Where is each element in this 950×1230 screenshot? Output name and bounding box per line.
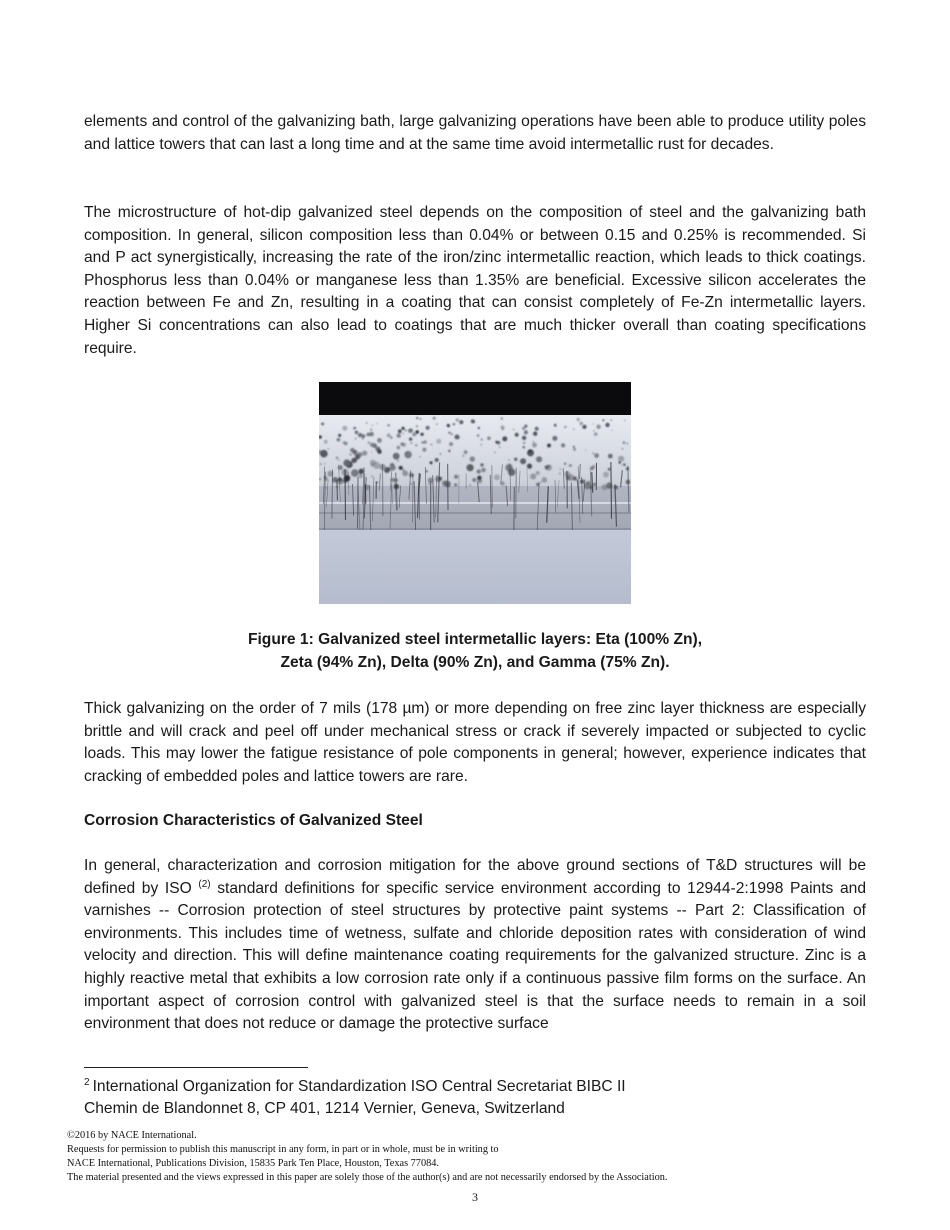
pore-speck [324,463,325,464]
footnote-text-line1: International Organization for Standardization ISO Central Secretariat BIBC II [92,1078,626,1095]
pore-speck [533,432,537,436]
pore-speck [494,474,500,480]
pore-speck [561,443,565,447]
pore-speck [426,426,430,430]
pore-speck [448,450,451,453]
pore-speck [522,436,526,440]
pore-speck [480,463,483,466]
pore-speck [536,471,540,475]
pore-speck [564,463,566,465]
pore-speck [398,429,402,433]
pore-speck [602,419,604,421]
pore-speck [387,434,391,438]
pore-speck [524,430,528,434]
pore-speck [477,434,480,437]
pore-speck [337,439,338,440]
pore-speck [397,446,401,450]
galvanized-micrograph-image [319,382,631,604]
pore-speck [454,483,457,486]
pore-speck [399,435,401,437]
crack-line [382,464,383,516]
pore-speck [580,479,585,484]
pore-speck [587,481,591,485]
pore-speck [536,456,542,462]
crack-line [492,465,493,507]
pore-speck [456,418,459,421]
pore-speck [530,474,536,480]
pore-speck [387,424,390,427]
pore-speck [520,458,526,464]
gamma-layer [319,528,631,530]
pore-speck [428,483,430,485]
pore-speck [436,423,438,425]
pore-speck [343,459,350,466]
pore-speck [420,418,422,420]
pore-speck [400,442,403,445]
pore-speck [338,459,340,461]
pore-speck [408,429,413,434]
pore-speck [324,440,328,444]
pore-speck [399,466,403,470]
pore-speck [359,474,363,478]
pore-speck [547,444,551,448]
pore-speck [351,469,359,477]
page-number: 3 [472,1190,478,1204]
pore-speck [527,464,532,469]
pore-speck [624,420,625,421]
pore-speck [478,427,480,429]
pore-speck [453,423,455,425]
pore-speck [397,460,399,462]
pore-speck [515,433,519,437]
pore-speck [545,465,549,469]
pore-speck [559,468,561,470]
crack-line [345,469,346,520]
pore-speck [416,417,418,419]
pore-speck [523,446,525,448]
pore-speck [596,425,600,429]
pore-speck [593,430,594,431]
pore-speck [535,427,539,431]
pore-speck [402,433,404,435]
pore-speck [404,451,411,458]
pore-speck [387,467,391,471]
pore-speck [477,476,482,481]
pore-speck [371,451,372,452]
pore-speck [362,451,367,456]
pore-speck [582,427,584,429]
pore-speck [433,417,436,420]
footnote-reference[interactable]: (2) [198,878,211,890]
pore-speck [349,453,352,456]
pore-speck [608,454,613,459]
pore-speck [422,448,426,452]
pore-speck [472,478,476,482]
copyright-line4: The material presented and the views expressed in this paper are solely those of the author(s) and are not necessarily endorsed by the Association. [67,1172,668,1183]
p4-text-start: In general, characterization and corrosion mitigation for the above ground sections of T&D structures will be defined by ISO [84,857,866,897]
pore-speck [359,469,364,474]
pore-speck [585,450,586,451]
pore-speck [463,455,465,457]
pore-speck [579,422,583,426]
pore-speck [567,474,574,481]
pore-speck [369,432,374,437]
pore-speck [416,425,418,427]
copyright-line2: Requests for permission to publish this manuscript in any form, in part or in whole, must be in writing to [67,1144,499,1155]
pore-speck [370,460,376,466]
pore-speck [533,441,535,443]
pore-speck [480,444,482,446]
pore-speck [573,428,575,430]
pore-speck [602,484,608,490]
pore-speck [436,439,441,444]
pore-speck [342,426,347,431]
pore-speck [338,434,341,437]
copyright-line1: ©2016 by NACE International. [67,1130,197,1141]
pore-speck [618,461,620,463]
pore-speck [552,436,557,441]
pore-speck [355,431,359,435]
pore-speck [419,456,420,457]
pore-speck [592,465,595,468]
pore-speck [321,423,324,426]
pore-speck [423,440,427,444]
pore-speck [366,422,368,424]
pore-speck [464,450,468,454]
pore-speck [481,439,483,441]
pore-speck [603,472,609,478]
pore-speck [358,433,362,437]
pore-speck [449,485,450,486]
pore-speck [430,461,433,464]
pore-speck [422,442,424,444]
pore-speck [528,449,531,452]
pore-speck [435,458,439,462]
pore-speck [320,463,322,465]
pore-speck [353,458,357,462]
footnote-line1 [84,1076,626,1098]
pore-speck [508,459,509,460]
pore-speck [454,475,458,479]
figure-caption-line2: Zeta (94% Zn), Delta (90% Zn), and Gamma (75% Zn). [280,654,670,671]
footnote-line2: Chemin de Blandonnet 8, CP 401, 1214 Vernier, Geneva, Switzerland [84,1100,565,1117]
pore-speck [623,463,626,466]
pore-speck [402,427,405,430]
footnote-mark: 2 [84,1076,90,1088]
pore-speck [605,423,609,427]
pore-speck [622,448,624,450]
pore-speck [495,441,498,444]
pore-speck [611,420,612,421]
pore-speck [320,450,328,458]
pore-speck [593,483,596,486]
pore-speck [487,437,491,441]
pore-speck [621,464,623,466]
crack-line [516,468,517,518]
p4-text-rest: standard definitions for specific service environment according to 12944-2:1998 Paints and varnishes -- Corrosion protection of steel structures by protective paint systems -- Part 2: Classification of environments. This includes time of wetness, sulfate and chloride deposition rates with consideration of wind velocity and direction. This will define maintenance coating requirements for the galvanized structure. Zinc is a highly reactive metal that exhibits a low corrosion rate only if a continuous passive film forms on the surface. An important aspect of corrosion control with galvanized steel is that the surface needs to remain in a soil environment that does not reduce or damage the protective surface [84,879,866,1033]
pore-speck [501,417,504,420]
paragraph-microstructure: The microstructure of hot-dip galvanized steel depends on the composition of steel and the galvanizing bath composition. In general, silicon composition less than 0.04% or between 0.15 and 0.25% is recommended. Si and P act synergistically, increasing the rate of the iron/zinc intermetallic reaction, which leads to thick coatings. Phosphorus less than 0.04% or manganese less than 1.35% are beneficial. Excessive silicon accelerates the reaction between Fe and Zn, resulting in a coating that can consist completely of Fe-Zn intermetallic layers. Higher Si concentrations can also lead to coatings that are much thicker overall than coating specifications require. [84,204,866,357]
pore-speck [410,483,412,485]
pore-speck [372,425,373,426]
pore-speck [326,487,327,488]
pore-speck [626,443,628,445]
pore-speck [477,469,481,473]
pore-speck [324,477,328,481]
pore-speck [354,427,356,429]
pore-speck [449,442,453,446]
pore-speck [390,436,393,439]
pore-speck [451,433,453,435]
pore-speck [564,426,566,428]
pore-speck [412,432,416,436]
pore-speck [368,442,370,444]
pore-speck [448,432,450,434]
pore-speck [608,468,611,471]
pore-speck [481,468,486,473]
pore-speck [371,475,373,477]
paragraph-thick-galvanizing: Thick galvanizing on the order of 7 mils (178 µm) or more depending on free zinc layer thickness are especially brittle and will crack and peel off under mechanical stress or crack if severely impacted or subjected to cyclic loads. This may lower the fatigue resistance of pole components in general; however, experience indicates that cracking of embedded poles and lattice towers are rare. [84,700,866,785]
pore-speck [623,441,626,444]
pore-speck [442,480,448,486]
pore-speck [469,485,471,487]
pore-speck [467,464,474,471]
pore-speck [513,429,514,430]
pore-speck [377,438,382,443]
pore-speck [523,442,526,445]
pore-speck [471,419,475,423]
pore-speck [514,458,517,461]
pore-speck [370,429,372,431]
pore-speck [431,444,433,446]
footnote-divider [84,1067,308,1068]
pore-speck [532,443,537,448]
pore-speck [569,464,572,467]
pore-speck [542,477,548,483]
pore-speck [328,448,329,449]
pore-speck [370,443,374,447]
pore-speck [502,429,504,431]
pore-speck [502,436,507,441]
pore-speck [440,453,441,454]
pore-speck [554,424,557,427]
pore-speck [494,452,495,453]
pore-speck [593,423,594,424]
pore-speck [573,448,576,451]
copyright-line3: NACE International, Publications Division, 15835 Park Ten Place, Houston, Texas 77084. [67,1158,439,1169]
pore-speck [618,456,624,462]
steel-substrate [319,530,631,604]
pore-speck [611,430,612,431]
crack-line [611,462,612,519]
mount-resin-layer [319,382,631,415]
pore-speck [344,442,348,446]
pore-speck [420,433,423,436]
pore-speck [357,452,362,457]
pore-speck [409,438,412,441]
pore-speck [376,423,377,424]
pore-speck [592,453,594,455]
pore-speck [524,425,527,428]
pore-speck [540,481,542,483]
paragraph-intro-continuation: elements and control of the galvanizing bath, large galvanizing operations have been able to produce utility poles and lattice towers that can last a long time and at the same time avoid intermetallic rust for decades. [84,113,866,153]
pore-speck [499,447,501,449]
pore-speck [594,432,598,436]
pore-speck [459,420,463,424]
crack-line [337,480,338,500]
pore-speck [337,478,343,484]
pore-speck [470,456,475,461]
pore-speck [410,442,412,444]
pore-speck [355,438,357,440]
pore-speck [447,424,450,427]
pore-speck [577,418,580,421]
pore-speck [455,435,460,440]
crack-line [332,470,333,519]
section-heading: Corrosion Characteristics of Galvanized Steel [84,812,423,829]
pore-speck [377,450,381,454]
figure-caption-line1: Figure 1: Galvanized steel intermetallic layers: Eta (100% Zn), [247,631,703,648]
pore-speck [405,430,407,432]
pore-speck [508,469,515,476]
paragraph-corrosion [84,855,866,1036]
pore-speck [390,465,395,470]
pore-speck [573,446,575,448]
pore-speck [559,473,560,474]
pore-speck [350,448,355,453]
pore-speck [594,453,599,458]
pore-speck [393,453,400,460]
pore-speck [402,470,408,476]
pore-speck [336,457,338,459]
pore-speck [415,444,417,446]
